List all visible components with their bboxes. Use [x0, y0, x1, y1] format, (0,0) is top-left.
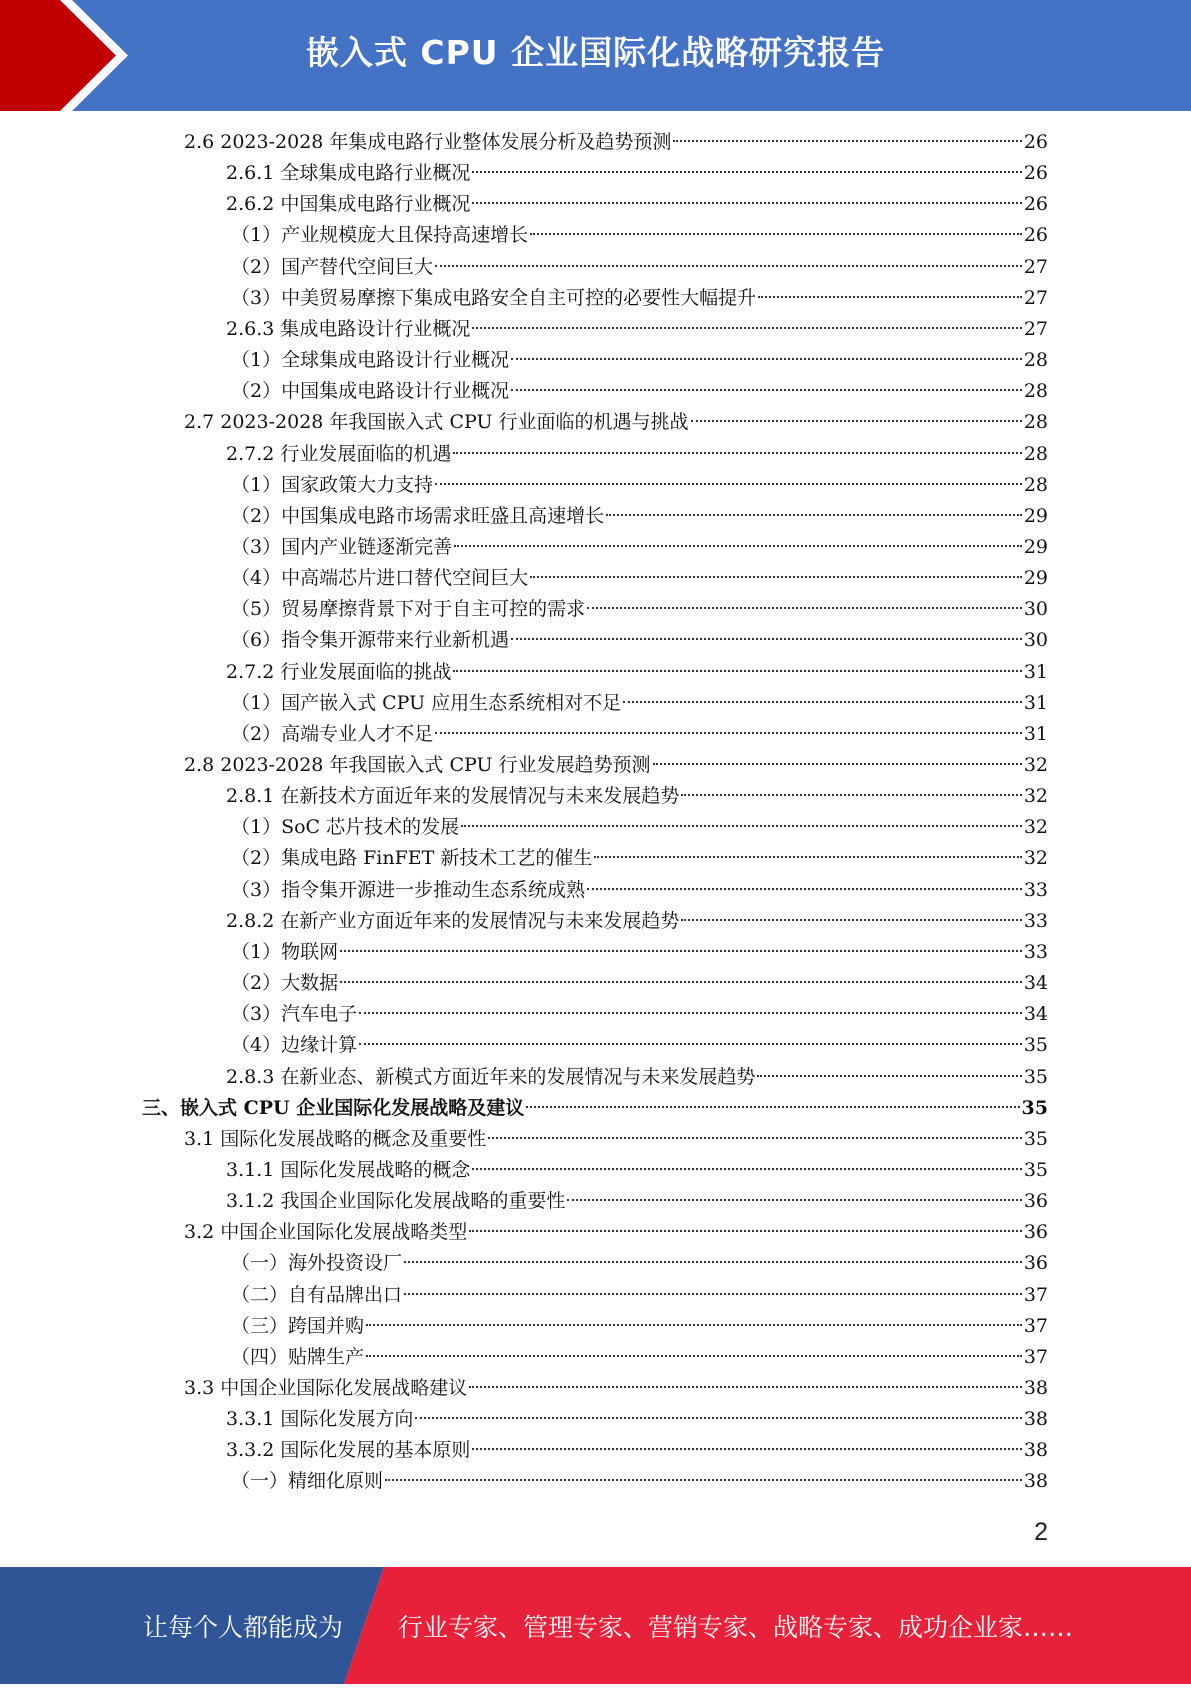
toc-entry-title: 2.8 2023-2028 年我国嵌入式 CPU 行业发展趋势预测 [184, 754, 651, 776]
toc-dot-leader [488, 1137, 1022, 1139]
toc-dot-leader [587, 607, 1022, 609]
toc-entry-title: （2）集成电路 FinFET 新技术工艺的催生 [231, 847, 593, 870]
toc-entry-title: （1）国产嵌入式 CPU 应用生态系统相对不足 [231, 691, 622, 714]
toc-entry-page: 33 [1023, 940, 1048, 963]
toc-entry-page: 33 [1023, 878, 1048, 901]
toc-entry-page: 36 [1023, 1252, 1048, 1275]
toc-entry-page: 38 [1023, 1439, 1048, 1462]
footer-slogan-left: 让每个人都能成为 [143, 1613, 344, 1642]
toc-entry[interactable] [184, 127, 1048, 158]
toc-dot-leader [530, 233, 1022, 235]
toc-entry-page: 29 [1023, 504, 1048, 527]
report-title: 嵌入式 CPU 企业国际化战略研究报告 [305, 33, 886, 72]
toc-entry-title: 3.3 中国企业国际化发展战略建议 [184, 1377, 468, 1399]
toc-entry[interactable] [231, 220, 1048, 251]
toc-entry[interactable] [231, 1311, 1048, 1342]
toc-entry-title: （二）自有品牌出口 [231, 1283, 403, 1306]
toc-dot-leader [435, 265, 1022, 267]
toc-entry[interactable] [226, 1155, 1048, 1186]
toc-dot-leader [359, 1012, 1022, 1014]
toc-entry-page: 32 [1023, 816, 1048, 839]
toc-dot-leader [511, 389, 1022, 391]
toc-dot-leader [404, 1261, 1022, 1263]
toc-entry-page: 29 [1023, 567, 1048, 590]
toc-dot-leader [385, 1479, 1022, 1481]
toc-entry-title: （2）中国集成电路市场需求旺盛且高速增长 [231, 504, 605, 527]
toc-dot-leader [653, 763, 1022, 765]
footer-slogan-right: 行业专家、管理专家、营销专家、战略专家、成功企业家…… [398, 1613, 1074, 1642]
toc-dot-leader [469, 1230, 1022, 1232]
toc-dot-leader [472, 202, 1021, 204]
toc-entry-title: 3.1.1 国际化发展战略的概念 [226, 1158, 471, 1181]
toc-dot-leader [758, 296, 1022, 298]
toc-entry-title: （5）贸易摩擦背景下对于自主可控的需求 [231, 598, 586, 621]
toc-entry-title: （1）产业规模庞大且保持高速增长 [231, 224, 529, 247]
toc-entry-page: 36 [1023, 1190, 1048, 1213]
page-number: 2 [1034, 1518, 1048, 1546]
toc-dot-leader [435, 483, 1022, 485]
toc-dot-leader [587, 888, 1022, 890]
toc-dot-leader [366, 1324, 1022, 1326]
toc-entry[interactable] [226, 906, 1048, 937]
toc-entry-page: 30 [1023, 598, 1048, 621]
toc-dot-leader [461, 825, 1022, 827]
toc-entry-page: 30 [1023, 629, 1048, 652]
toc-entry-page: 28 [1023, 380, 1048, 403]
toc-dot-leader [623, 701, 1022, 703]
toc-entry-page: 35 [1023, 1034, 1048, 1057]
toc-entry-title: 2.8.2 在新产业方面近年来的发展情况与未来发展趋势 [226, 909, 680, 932]
toc-entry[interactable] [226, 657, 1048, 688]
toc-entry-page: 28 [1023, 411, 1048, 434]
toc-entry-title: （4）边缘计算 [231, 1034, 358, 1057]
toc-entry[interactable] [231, 501, 1048, 532]
toc-dot-leader [526, 1106, 1019, 1108]
toc-entry-title: 三、嵌入式 CPU 企业国际化发展战略及建议 [142, 1096, 525, 1119]
toc-dot-leader [673, 140, 1021, 142]
toc-dot-leader [359, 1043, 1022, 1045]
toc-entry[interactable] [231, 688, 1048, 719]
toc-entry-page: 32 [1023, 785, 1048, 808]
toc-entry-title: 2.7 2023-2028 年我国嵌入式 CPU 行业面临的机遇与挑战 [184, 411, 689, 434]
toc-entry-page: 27 [1023, 286, 1048, 309]
toc-entry-page: 27 [1023, 255, 1048, 278]
toc-entry[interactable] [226, 781, 1048, 812]
toc-dot-leader [469, 1386, 1022, 1388]
toc-entry[interactable] [231, 376, 1048, 407]
toc-entry[interactable] [231, 937, 1048, 968]
toc-dot-leader [472, 171, 1021, 173]
toc-entry-title: （1）国家政策大力支持 [231, 473, 434, 496]
toc-entry-title: （1）SoC 芯片技术的发展 [231, 816, 460, 839]
toc-entry-title: （四）贴牌生产 [231, 1345, 365, 1368]
toc-entry[interactable] [231, 470, 1048, 501]
toc-entry[interactable] [231, 625, 1048, 656]
toc-entry-title: （3）指令集开源进一步推动生态系统成熟 [231, 878, 586, 901]
toc-entry[interactable] [184, 407, 1048, 438]
toc-entry[interactable] [231, 1030, 1048, 1061]
toc-entry-title: 2.7.2 行业发展面临的挑战 [226, 660, 452, 683]
toc-entry-page: 33 [1023, 909, 1048, 932]
toc-entry-title: 3.3.2 国际化发展的基本原则 [226, 1439, 471, 1462]
toc-entry[interactable] [226, 1435, 1048, 1466]
toc-dot-leader [340, 950, 1022, 952]
toc-dot-leader [340, 981, 1022, 983]
toc-entry[interactable] [226, 1186, 1048, 1217]
toc-entry[interactable] [231, 999, 1048, 1030]
toc-entry[interactable] [184, 1217, 1048, 1248]
toc-dot-leader [530, 576, 1022, 578]
toc-entry[interactable] [226, 1062, 1048, 1093]
toc-entry[interactable] [184, 1373, 1048, 1404]
toc-entry[interactable] [231, 1466, 1048, 1497]
toc-entry-page: 26 [1023, 131, 1048, 153]
toc-entry-page: 26 [1023, 162, 1048, 185]
toc-entry-title: （2）大数据 [231, 972, 339, 995]
toc-entry-page: 29 [1023, 535, 1048, 558]
toc-entry-title: （4）中高端芯片进口替代空间巨大 [231, 567, 529, 590]
toc-entry-title: （1）物联网 [231, 940, 339, 963]
toc-entry-title: （1）全球集成电路设计行业概况 [231, 349, 510, 372]
toc-entry-page: 37 [1023, 1283, 1048, 1306]
toc-entry-title: 2.6.3 集成电路设计行业概况 [226, 317, 471, 340]
toc-entry-page: 38 [1023, 1470, 1048, 1493]
toc-entry[interactable] [231, 968, 1048, 999]
toc-entry[interactable] [226, 439, 1048, 470]
toc-entry[interactable] [231, 1280, 1048, 1311]
toc-entry-page: 31 [1023, 691, 1048, 714]
toc-entry-title: （3）汽车电子 [231, 1003, 358, 1026]
toc-entry[interactable] [231, 532, 1048, 563]
report-header [0, 0, 1191, 111]
toc-entry-page: 32 [1023, 754, 1048, 776]
toc-dot-leader [453, 452, 1021, 454]
toc-entry[interactable] [226, 158, 1048, 189]
toc-dot-leader [606, 514, 1022, 516]
toc-entry-title: （2）中国集成电路设计行业概况 [231, 380, 510, 403]
toc-entry-title: （2）高端专业人才不足 [231, 722, 434, 745]
toc-dot-leader [681, 794, 1021, 796]
toc-entry[interactable] [231, 252, 1048, 283]
toc-entry-page: 26 [1023, 193, 1048, 216]
toc-entry-page: 34 [1023, 1003, 1048, 1026]
toc-dot-leader [366, 1355, 1022, 1357]
toc-entry[interactable] [231, 875, 1048, 906]
toc-entry-page: 31 [1023, 722, 1048, 745]
toc-entry-title: 2.8.3 在新业态、新模式方面近年来的发展情况与未来发展趋势 [226, 1065, 756, 1088]
toc-dot-leader [472, 327, 1021, 329]
toc-entry[interactable] [184, 1124, 1048, 1155]
toc-entry-title: （3）中美贸易摩擦下集成电路安全自主可控的必要性大幅提升 [231, 286, 757, 309]
toc-entry[interactable] [231, 563, 1048, 594]
toc-entry[interactable] [231, 843, 1048, 874]
toc-entry-page: 28 [1023, 442, 1048, 465]
toc-entry-title: 2.6 2023-2028 年集成电路行业整体发展分析及趋势预测 [184, 131, 672, 153]
toc-entry-title: 3.1.2 我国企业国际化发展战略的重要性 [226, 1190, 566, 1213]
page-footer [0, 1567, 1191, 1684]
toc-entry-page: 28 [1023, 473, 1048, 496]
toc-entry-title: 2.6.2 中国集成电路行业概况 [226, 193, 471, 216]
toc-entry[interactable] [231, 345, 1048, 376]
toc-dot-leader [415, 1417, 1021, 1419]
toc-dot-leader [472, 1168, 1021, 1170]
toc-entry-title: （3）国内产业链逐渐完善 [231, 535, 453, 558]
toc-entry-page: 27 [1023, 317, 1048, 340]
toc-dot-leader [435, 732, 1022, 734]
toc-entry-page: 36 [1023, 1221, 1048, 1244]
toc-entry-title: 2.8.1 在新技术方面近年来的发展情况与未来发展趋势 [226, 785, 680, 808]
toc-dot-leader [472, 1448, 1021, 1450]
toc-entry-title: 3.1 国际化发展战略的概念及重要性 [184, 1127, 487, 1150]
toc-entry-page: 26 [1023, 224, 1048, 247]
toc-entry[interactable] [226, 1404, 1048, 1435]
toc-dot-leader [453, 670, 1021, 672]
toc-entry[interactable] [184, 750, 1048, 781]
toc-dot-leader [691, 420, 1022, 422]
toc-entry[interactable] [231, 1342, 1048, 1373]
toc-entry-title: 2.6.1 全球集成电路行业概况 [226, 162, 471, 185]
toc-entry-page: 34 [1023, 972, 1048, 995]
toc-entry[interactable] [231, 283, 1048, 314]
toc-dot-leader [594, 856, 1021, 858]
toc-entry-page: 38 [1023, 1408, 1048, 1431]
toc-dot-leader [404, 1293, 1022, 1295]
toc-entry-page: 35 [1021, 1096, 1048, 1119]
toc-dot-leader [681, 919, 1021, 921]
toc-entry[interactable] [231, 719, 1048, 750]
toc-entry-title: （6）指令集开源带来行业新机遇 [231, 629, 510, 652]
toc-dot-leader [454, 545, 1022, 547]
toc-entry-page: 35 [1023, 1065, 1048, 1088]
toc-entry-title: 2.7.2 行业发展面临的机遇 [226, 442, 452, 465]
toc-entry-title: （一）精细化原则 [231, 1470, 384, 1493]
toc-dot-leader [757, 1075, 1021, 1077]
toc-dot-leader [511, 638, 1022, 640]
toc-dot-leader [511, 358, 1022, 360]
toc-entry-title: 3.3.1 国际化发展方向 [226, 1408, 414, 1431]
toc-entry-page: 28 [1023, 349, 1048, 372]
toc-entry[interactable] [231, 812, 1048, 843]
toc-entry-title: （2）国产替代空间巨大 [231, 255, 434, 278]
toc-entry[interactable] [226, 189, 1048, 220]
toc-entry-page: 35 [1023, 1127, 1048, 1150]
toc-entry-page: 38 [1023, 1377, 1048, 1399]
toc-dot-leader [567, 1199, 1021, 1201]
toc-entry-page: 37 [1023, 1314, 1048, 1337]
toc-entry[interactable] [142, 1093, 1048, 1124]
toc-entry-page: 35 [1023, 1158, 1048, 1181]
toc-entry[interactable] [231, 1248, 1048, 1279]
toc-entry-title: （一）海外投资设厂 [231, 1252, 403, 1275]
toc-entry[interactable] [226, 314, 1048, 345]
toc-entry-page: 32 [1023, 847, 1048, 870]
toc-entry-page: 31 [1023, 660, 1048, 683]
toc-entry-title: 3.2 中国企业国际化发展战略类型 [184, 1221, 468, 1244]
toc-entry-title: （三）跨国并购 [231, 1314, 365, 1337]
toc-entry-page: 37 [1023, 1345, 1048, 1368]
toc-entry[interactable] [231, 594, 1048, 625]
